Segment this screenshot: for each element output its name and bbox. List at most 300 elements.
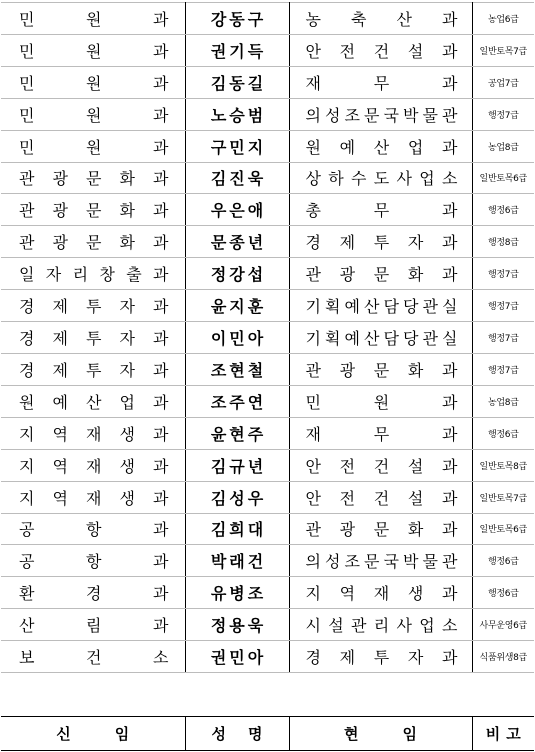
- new-department-char: 조: [344, 552, 360, 572]
- new-department-char: 투: [373, 648, 390, 668]
- employee-name-cell: [185, 258, 289, 290]
- table-row: [1, 449, 534, 481]
- previous-department-text: [1, 581, 185, 604]
- employee-name: 이민아: [210, 329, 267, 349]
- new-department-char: 원: [305, 137, 321, 157]
- employee-name: 김희대: [210, 520, 267, 540]
- employee-name-cell: [185, 577, 289, 609]
- new-department-char: 관: [305, 520, 321, 540]
- employee-name: 노승범: [210, 105, 267, 125]
- previous-department-cell: [1, 481, 185, 513]
- new-department-cell: [289, 641, 472, 673]
- new-department-text: [290, 645, 472, 668]
- previous-department-char: 재: [86, 424, 102, 444]
- new-department-char: 안: [305, 41, 321, 61]
- new-department-cell: [289, 385, 472, 417]
- employee-name: 유병조: [210, 584, 267, 604]
- new-department-text: [290, 198, 472, 221]
- employee-name: 문종년: [210, 233, 267, 253]
- new-department-cell: [289, 290, 472, 322]
- previous-department-char: 과: [153, 9, 169, 29]
- new-department-char: 축: [351, 9, 367, 29]
- previous-department-char: 과: [153, 584, 169, 604]
- previous-department-text: [1, 613, 185, 636]
- employee-name-cell: [185, 641, 289, 673]
- new-department-char: 관: [351, 616, 367, 636]
- previous-department-text: [1, 230, 185, 253]
- new-department-cell: [289, 3, 472, 35]
- employee-name: 김성우: [210, 488, 267, 508]
- new-department-char: 업: [419, 169, 435, 189]
- new-department-char: 의: [305, 105, 321, 125]
- previous-department-char: 민: [19, 73, 35, 93]
- new-department-text: [290, 294, 472, 317]
- previous-department-char: 민: [19, 105, 35, 125]
- new-department-char: 관: [422, 297, 438, 317]
- new-department-text: [290, 7, 472, 30]
- new-department-text: [290, 71, 472, 94]
- previous-department-char: 원: [86, 41, 102, 61]
- grade-note: 행정7급: [472, 258, 534, 290]
- new-department-char: 물: [422, 552, 438, 572]
- new-department-char: 하: [328, 169, 344, 189]
- previous-department-char: 광: [52, 233, 68, 253]
- table-row: [1, 130, 534, 162]
- previous-department-char: 관: [19, 233, 35, 253]
- previous-department-char: 투: [86, 297, 102, 317]
- header-new-post: 신임: [1, 717, 185, 751]
- new-department-char: 문: [364, 552, 380, 572]
- new-department-cell: [289, 226, 472, 258]
- previous-department-cell: [1, 577, 185, 609]
- previous-department-char: 보: [19, 648, 35, 668]
- employee-name-cell: [185, 353, 289, 385]
- new-department-char: 문: [373, 520, 390, 540]
- employee-name: 윤현주: [210, 424, 267, 444]
- previous-department-char: 공: [19, 520, 35, 540]
- new-department-text: [290, 613, 472, 636]
- previous-department-text: [1, 454, 185, 477]
- new-department-text: [290, 549, 472, 572]
- new-department-text: [290, 581, 472, 604]
- previous-department-char: 소: [153, 648, 169, 668]
- new-department-char: 설: [407, 41, 424, 61]
- new-department-char: 과: [442, 9, 458, 29]
- employee-name-cell: [185, 609, 289, 641]
- new-department-char: 광: [339, 360, 356, 380]
- previous-department-char: 재: [86, 456, 102, 476]
- new-department-char: 기: [305, 329, 321, 349]
- previous-department-cell: [1, 641, 185, 673]
- employee-name-cell: [185, 226, 289, 258]
- employee-name-cell: [185, 98, 289, 130]
- new-department-char: 과: [442, 584, 458, 604]
- new-department-cell: [289, 194, 472, 226]
- employee-name-cell: [185, 481, 289, 513]
- previous-department-cell: [1, 290, 185, 322]
- new-department-char: 화: [407, 520, 424, 540]
- new-department-char: 담: [383, 297, 399, 317]
- new-department-char: 총: [305, 201, 321, 221]
- new-department-char: 자: [407, 648, 424, 668]
- employee-name: 김규년: [210, 456, 267, 476]
- new-department-char: 상: [305, 169, 321, 189]
- new-department-char: 무: [373, 201, 390, 221]
- previous-department-text: [1, 262, 185, 285]
- new-department-char: 과: [442, 392, 458, 412]
- new-department-text: [290, 230, 472, 253]
- new-department-char: 경: [305, 648, 321, 668]
- previous-department-cell: [1, 130, 185, 162]
- previous-department-cell: [1, 449, 185, 481]
- previous-department-char: 제: [52, 329, 68, 349]
- employee-name-cell: [185, 130, 289, 162]
- previous-department-cell: [1, 162, 185, 194]
- table-row: [1, 609, 534, 641]
- new-department-text: [290, 390, 472, 413]
- new-department-char: 업: [407, 137, 424, 157]
- previous-department-char: 역: [52, 488, 68, 508]
- new-department-char: 관: [422, 329, 438, 349]
- employee-name: 윤지훈: [210, 297, 267, 317]
- new-department-char: 민: [305, 392, 321, 412]
- new-department-char: 전: [339, 41, 356, 61]
- grade-note: 농업8급: [472, 385, 534, 417]
- previous-department-char: 공: [19, 552, 35, 572]
- previous-department-char: 민: [19, 137, 35, 157]
- employee-name-cell: [185, 194, 289, 226]
- employee-name-cell: [185, 290, 289, 322]
- previous-department-cell: [1, 194, 185, 226]
- previous-department-char: 광: [52, 169, 68, 189]
- table-row: [1, 3, 534, 35]
- new-department-char: 전: [339, 456, 356, 476]
- new-department-char: 투: [373, 233, 390, 253]
- new-department-cell: [289, 162, 472, 194]
- new-department-char: 제: [339, 233, 356, 253]
- new-department-char: 농: [305, 9, 321, 29]
- grade-note: 행정6급: [472, 577, 534, 609]
- grade-note: 일반토목7급: [472, 481, 534, 513]
- previous-department-char: 경: [19, 329, 35, 349]
- previous-department-char: 과: [153, 41, 169, 61]
- employee-name: 조현철: [210, 360, 267, 380]
- new-department-cell: [289, 322, 472, 354]
- table-row: [1, 66, 534, 98]
- new-department-char: 과: [442, 41, 458, 61]
- previous-department-text: [1, 549, 185, 572]
- grade-note: 일반토목6급: [472, 513, 534, 545]
- new-department-text: [290, 135, 472, 158]
- previous-department-char: 화: [119, 201, 135, 221]
- previous-department-text: [1, 198, 185, 221]
- new-department-text: [290, 103, 472, 126]
- new-department-char: 역: [339, 584, 356, 604]
- previous-department-char: 과: [153, 392, 169, 412]
- new-department-char: 기: [305, 297, 321, 317]
- new-department-char: 관: [305, 265, 321, 285]
- previous-department-char: 과: [153, 520, 169, 540]
- previous-department-char: 과: [153, 137, 169, 157]
- previous-department-text: [1, 486, 185, 509]
- new-department-char: 산: [373, 137, 390, 157]
- employee-name-cell: [185, 449, 289, 481]
- new-department-char: 국: [383, 552, 399, 572]
- new-department-char: 설: [407, 456, 424, 476]
- employee-name: 조주연: [210, 392, 267, 412]
- employee-name: 강동구: [210, 9, 267, 29]
- previous-department-char: 민: [19, 41, 35, 61]
- previous-department-char: 문: [86, 233, 102, 253]
- new-department-text: [290, 454, 472, 477]
- grade-note: 행정7급: [472, 290, 534, 322]
- table-row: [1, 34, 534, 66]
- previous-department-text: [1, 645, 185, 668]
- previous-department-char: 과: [153, 329, 169, 349]
- new-department-char: 설: [328, 616, 344, 636]
- previous-department-char: 과: [153, 616, 169, 636]
- new-department-cell: [289, 481, 472, 513]
- previous-department-char: 지: [19, 424, 35, 444]
- new-department-char: 과: [442, 648, 458, 668]
- previous-department-char: 산: [19, 616, 35, 636]
- new-department-char: 당: [403, 329, 419, 349]
- grade-note: 일반토목7급: [472, 34, 534, 66]
- grade-note: 행정7급: [472, 353, 534, 385]
- new-department-char: 광: [339, 265, 356, 285]
- employee-name: 권민아: [210, 648, 267, 668]
- new-department-char: 관: [442, 552, 458, 572]
- new-department-char: 실: [442, 297, 458, 317]
- new-department-char: 과: [442, 201, 458, 221]
- new-department-cell: [289, 98, 472, 130]
- new-department-char: 담: [383, 329, 399, 349]
- new-department-char: 박: [403, 105, 419, 125]
- new-department-text: [290, 39, 472, 62]
- table-row: [1, 545, 534, 577]
- previous-department-text: [1, 517, 185, 540]
- previous-department-char: 일: [19, 265, 35, 285]
- new-department-char: 과: [442, 520, 458, 540]
- new-department-char: 과: [442, 265, 458, 285]
- employee-name-cell: [185, 385, 289, 417]
- table-header-row: [1, 716, 534, 751]
- grade-note: 행정6급: [472, 545, 534, 577]
- new-department-cell: [289, 609, 472, 641]
- previous-department-char: 리: [72, 265, 89, 285]
- previous-department-char: 생: [119, 488, 135, 508]
- new-department-char: 산: [396, 9, 412, 29]
- employee-name: 정용욱: [210, 616, 267, 636]
- previous-department-cell: [1, 258, 185, 290]
- previous-department-char: 과: [153, 424, 169, 444]
- employee-name-cell: [185, 34, 289, 66]
- previous-department-cell: [1, 322, 185, 354]
- previous-department-char: 자: [45, 265, 62, 285]
- previous-department-char: 경: [19, 297, 35, 317]
- new-department-char: 당: [403, 297, 419, 317]
- table-row: [1, 162, 534, 194]
- table-row: [1, 322, 534, 354]
- new-department-char: 조: [344, 105, 360, 125]
- previous-department-text: [1, 166, 185, 189]
- previous-department-char: 생: [119, 424, 135, 444]
- grade-note: 일반토목8급: [472, 449, 534, 481]
- new-department-char: 과: [442, 424, 458, 444]
- header-row: [1, 717, 534, 751]
- previous-department-char: 관: [19, 201, 35, 221]
- new-department-char: 문: [373, 265, 390, 285]
- previous-department-char: 투: [86, 329, 102, 349]
- previous-department-char: 원: [86, 105, 102, 125]
- previous-department-char: 역: [52, 424, 68, 444]
- previous-department-char: 화: [119, 169, 135, 189]
- new-department-char: 건: [373, 41, 390, 61]
- new-department-text: [290, 166, 472, 189]
- previous-department-char: 과: [153, 456, 169, 476]
- previous-department-cell: [1, 3, 185, 35]
- new-department-char: 수: [351, 169, 367, 189]
- new-department-char: 소: [442, 616, 458, 636]
- previous-department-char: 예: [52, 392, 68, 412]
- new-department-char: 재: [305, 424, 321, 444]
- new-department-char: 의: [305, 552, 321, 572]
- table-row: [1, 641, 534, 673]
- previous-department-text: [1, 39, 185, 62]
- new-department-char: 리: [373, 616, 390, 636]
- employee-name: 박래건: [210, 552, 267, 572]
- previous-department-cell: [1, 417, 185, 449]
- employee-name-cell: [185, 3, 289, 35]
- previous-department-char: 원: [86, 73, 102, 93]
- previous-department-text: [1, 326, 185, 349]
- previous-department-text: [1, 71, 185, 94]
- new-department-char: 획: [325, 329, 341, 349]
- new-department-char: 안: [305, 488, 321, 508]
- new-department-char: 업: [419, 616, 435, 636]
- previous-department-char: 투: [86, 360, 102, 380]
- grade-note: 행정8급: [472, 226, 534, 258]
- previous-department-char: 업: [119, 392, 135, 412]
- new-department-char: 사: [396, 169, 412, 189]
- previous-department-cell: [1, 98, 185, 130]
- new-department-char: 성: [325, 105, 341, 125]
- previous-department-char: 제: [52, 360, 68, 380]
- table-row: [1, 194, 534, 226]
- previous-department-char: 과: [153, 73, 169, 93]
- previous-department-cell: [1, 226, 185, 258]
- new-department-text: [290, 486, 472, 509]
- previous-department-cell: [1, 545, 185, 577]
- new-department-char: 재: [305, 73, 321, 93]
- new-department-cell: [289, 417, 472, 449]
- new-department-cell: [289, 353, 472, 385]
- previous-department-char: 자: [119, 297, 135, 317]
- new-department-text: [290, 422, 472, 445]
- previous-department-text: [1, 103, 185, 126]
- previous-department-char: 건: [86, 648, 102, 668]
- employee-name-cell: [185, 417, 289, 449]
- previous-department-text: [1, 358, 185, 381]
- grade-note: 농업8급: [472, 130, 534, 162]
- new-department-char: 관: [442, 105, 458, 125]
- previous-department-char: 원: [19, 392, 35, 412]
- new-department-text: [290, 262, 472, 285]
- previous-department-char: 자: [119, 360, 135, 380]
- grade-note: 행정7급: [472, 98, 534, 130]
- previous-department-cell: [1, 385, 185, 417]
- employee-name: 김진욱: [210, 169, 267, 189]
- personnel-transfer-table: [1, 2, 534, 673]
- new-department-cell: [289, 513, 472, 545]
- new-department-char: 화: [407, 265, 424, 285]
- new-department-char: 관: [305, 360, 321, 380]
- header-current-post: 현임: [289, 717, 472, 751]
- table-row: [1, 353, 534, 385]
- previous-department-char: 지: [19, 456, 35, 476]
- previous-department-text: [1, 294, 185, 317]
- grade-note: 농업6급: [472, 3, 534, 35]
- previous-department-char: 과: [153, 233, 169, 253]
- new-department-cell: [289, 130, 472, 162]
- grade-note: 식품위생8급: [472, 641, 534, 673]
- previous-department-char: 원: [86, 9, 102, 29]
- previous-department-char: 역: [52, 456, 68, 476]
- employee-name: 권기득: [210, 41, 267, 61]
- new-department-char: 건: [373, 488, 390, 508]
- new-department-char: 과: [442, 360, 458, 380]
- table-row: [1, 290, 534, 322]
- new-department-char: 안: [305, 456, 321, 476]
- employee-name: 우은애: [210, 201, 267, 221]
- new-department-char: 산: [364, 329, 380, 349]
- previous-department-char: 항: [86, 520, 102, 540]
- table-row: [1, 513, 534, 545]
- new-department-char: 화: [407, 360, 424, 380]
- new-department-char: 사: [396, 616, 412, 636]
- new-department-char: 제: [339, 648, 356, 668]
- previous-department-char: 과: [153, 488, 169, 508]
- previous-department-text: [1, 7, 185, 30]
- employee-name: 구민지: [210, 137, 267, 157]
- previous-department-char: 과: [153, 297, 169, 317]
- table-row: [1, 481, 534, 513]
- grade-note: 행정7급: [472, 322, 534, 354]
- previous-department-char: 관: [19, 169, 35, 189]
- previous-department-char: 경: [19, 360, 35, 380]
- previous-department-cell: [1, 66, 185, 98]
- new-department-char: 예: [344, 329, 360, 349]
- table-row: [1, 385, 534, 417]
- personnel-transfer-table-body: [1, 3, 534, 673]
- new-department-char: 실: [442, 329, 458, 349]
- table-row: [1, 577, 534, 609]
- new-department-char: 과: [442, 137, 458, 157]
- new-department-cell: [289, 34, 472, 66]
- previous-department-char: 환: [19, 584, 35, 604]
- new-department-char: 원: [373, 392, 390, 412]
- previous-department-char: 출: [126, 265, 142, 285]
- previous-department-char: 제: [52, 297, 68, 317]
- grade-note: 사무운영6급: [472, 609, 534, 641]
- employee-name-cell: [185, 162, 289, 194]
- table-row: [1, 417, 534, 449]
- previous-department-cell: [1, 513, 185, 545]
- previous-department-cell: [1, 34, 185, 66]
- grade-note: 공업7급: [472, 66, 534, 98]
- new-department-char: 물: [422, 105, 438, 125]
- new-department-char: 경: [305, 233, 321, 253]
